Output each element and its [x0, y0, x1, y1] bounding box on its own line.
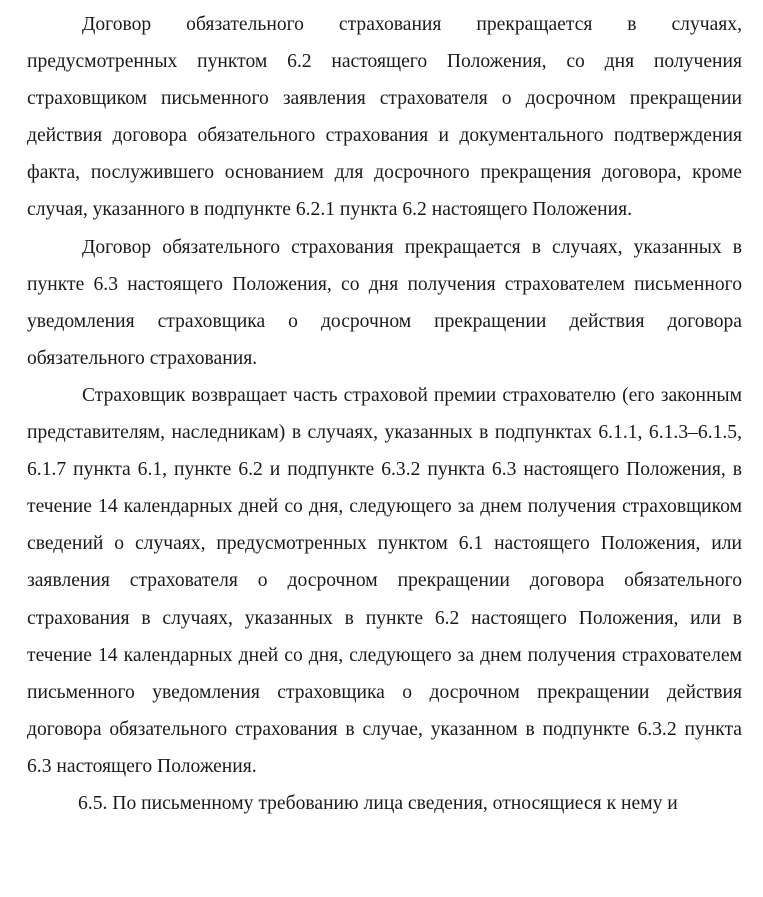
paragraph-6-5-start: 6.5. По письменному требованию лица сведения, относящиеся к нему и — [78, 792, 678, 814]
paragraph-premium-refund: Страховщик возвращает часть страховой премии страхователю (его законным представителям, наследникам) в случаях, указанных в подпунктах 6.1.1, 6.1.3–6.1.5, 6.1.7 пункта 6.1, пункте 6.2 и подпункте 6.3.2 пункта 6.3 настоящего Положения, в течение 14 календарных дней со дня, следующего за днем получения страховщиком сведений о случаях, предусмотренных пунктом 6.1 настоящего Положения, или заявления страхователя о досрочном прекращении договора обязательного страхования в случаях, указанных в пункте 6.2 настоящего Положения, или в течение 14 календарных дней со дня, следующего за днем получения страхователем письменного уведомления страховщика о досрочном прекращении действия договора обязательного страхования в случае, указанном в подпункте 6.3.2 пункта 6.3 настоящего Положения. — [27, 384, 742, 777]
paragraph-termination-by-insurer: Договор обязательного страхования прекращается в случаях, указанных в пункте 6.3 настоящего Положения, со дня получения страхователем письменного уведомления страховщика о досрочном прекращении действия договора обязательного страхования. — [27, 236, 742, 369]
document-page — [27, 6, 742, 822]
paragraph-termination-by-insured: Договор обязательного страхования прекращается в случаях, предусмотренных пунктом 6.2 настоящего Положения, со дня получения страховщиком письменного заявления страхователя о досрочном прекращении действия договора обязательного страхования и документального подтверждения факта, послужившего основанием для досрочного прекращения договора, кроме случая, указанного в подпункте 6.2.1 пункта 6.2 настоящего Положения. — [27, 14, 742, 221]
